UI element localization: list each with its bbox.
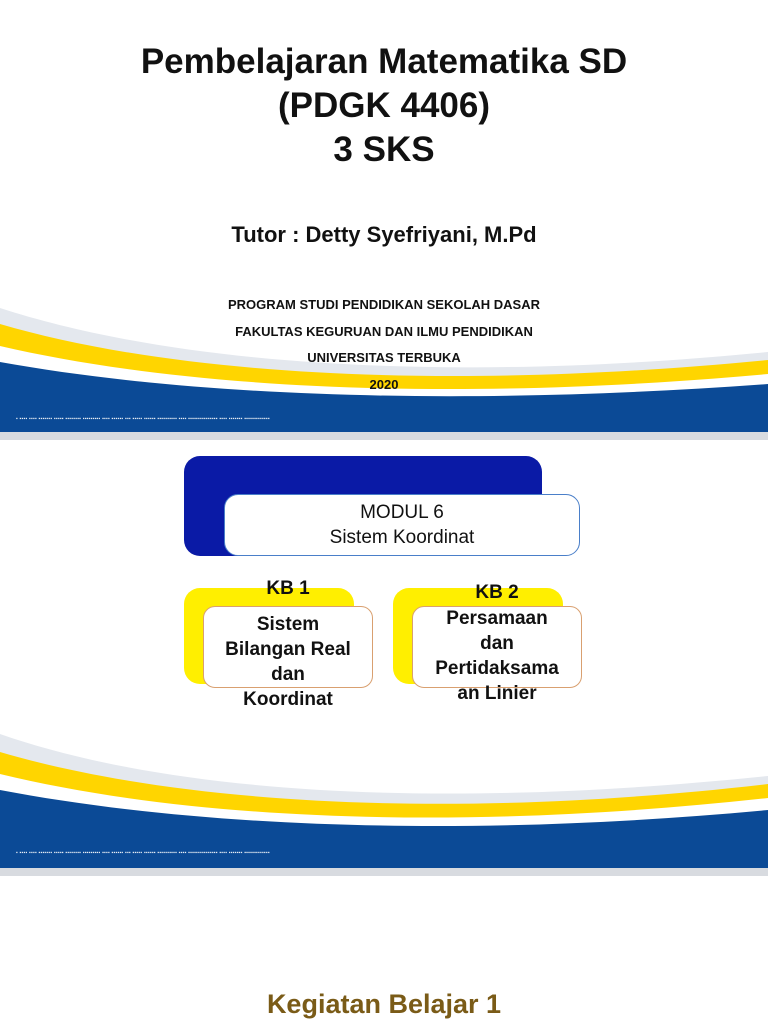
kb2-text [412, 606, 582, 706]
kb2-text-line: an Linier [457, 683, 537, 704]
course-title-line-1: Pembelajaran Matematika SD [140, 42, 628, 81]
footer-address-strip: ▪ ▪▪▪▪ ▪▪▪▪ ▪▪▪▪▪▪▪ ▪▪▪▪▪ ▪▪▪▪▪▪▪▪ ▪▪▪▪▪▪▪▪▪ ▪▪▪▪ ▪▪▪▪▪▪ ▪▪▪ ▪▪▪▪▪ ▪▪▪▪▪▪ ▪▪▪▪▪▪▪▪▪▪ ▪▪▪▪ ▪▪▪▪▪▪▪▪▪▪▪▪▪▪▪ ▪▪▪▪ ▪▪▪▪▪▪▪ ▪▪▪▪▪▪▪▪▪▪▪▪▪ [16, 850, 270, 856]
activity-heading: Kegiatan Belajar 1 [266, 989, 502, 1019]
course-title-line-3: 3 SKS [333, 130, 435, 169]
year-label: 2020 [369, 376, 399, 392]
activity-slide [0, 876, 768, 1024]
institution-block [0, 292, 768, 398]
kb1-label: KB 1 [266, 578, 310, 599]
kb1-text-line: Koordinat [243, 689, 333, 710]
course-title-line-2: (PDGK 4406) [277, 86, 491, 125]
module-number: MODUL 6 [360, 502, 444, 523]
title-slide [0, 0, 768, 432]
module-overview-slide [0, 440, 768, 868]
kb1-text [203, 612, 373, 712]
kb1-text-line: Sistem [256, 614, 320, 635]
kb2-text-line: dan [480, 633, 514, 654]
kb2-text-line: Persamaan [446, 608, 548, 629]
kb2-text-line: Pertidaksama [435, 658, 559, 679]
kb2-label: KB 2 [475, 582, 519, 603]
program-name: PROGRAM STUDI PENDIDIKAN SEKOLAH DASAR [227, 297, 540, 312]
course-title [0, 40, 768, 172]
module-title: Sistem Koordinat [329, 527, 475, 548]
tutor-name: Tutor : Detty Syefriyani, M.Pd [231, 222, 537, 247]
footer-address-strip: ▪ ▪▪▪▪ ▪▪▪▪ ▪▪▪▪▪▪▪ ▪▪▪▪▪ ▪▪▪▪▪▪▪▪ ▪▪▪▪▪▪▪▪▪ ▪▪▪▪ ▪▪▪▪▪▪ ▪▪▪ ▪▪▪▪▪ ▪▪▪▪▪▪ ▪▪▪▪▪▪▪▪▪▪ ▪▪▪▪ ▪▪▪▪▪▪▪▪▪▪▪▪▪▪▪ ▪▪▪▪ ▪▪▪▪▪▪▪ ▪▪▪▪▪▪▪▪▪▪▪▪▪ [16, 416, 270, 422]
faculty-name: FAKULTAS KEGURUAN DAN ILMU PENDIDIKAN [235, 323, 533, 339]
kb1-text-line: dan [271, 664, 305, 685]
module-box [224, 494, 580, 556]
university-name: UNIVERSITAS TERBUKA [307, 350, 461, 365]
kb1-text-line: Bilangan Real [225, 639, 351, 660]
